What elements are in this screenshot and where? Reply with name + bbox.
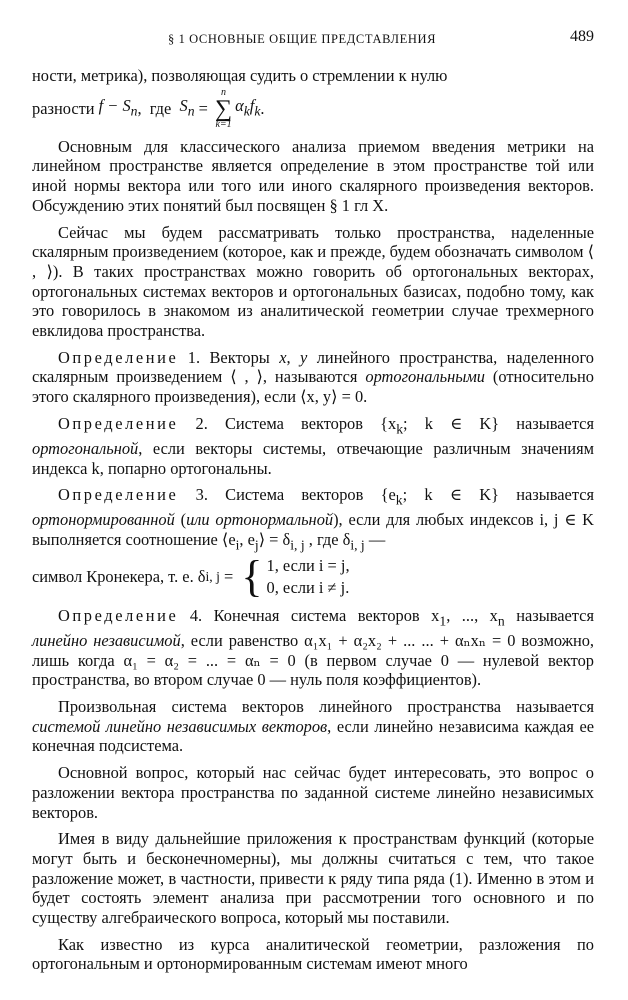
- paragraph-main-question: Основной вопрос, который нас сейчас будет интересовать, это вопрос о разложении вектора пространства по заданной системе линейно независимых векторов.: [32, 763, 594, 822]
- term-orthonormal-alt: или ортонормальной: [186, 510, 334, 530]
- difference-expr: $f - S_n$: [98, 96, 138, 119]
- page-header: [0, 24, 628, 52]
- case-equal: 1, если i = j,: [266, 555, 350, 575]
- page-body: [32, 66, 594, 974]
- definition-1: Определение 1. Векторы x, y линейного пространства, наделенного скалярным произведением ⟨ , ⟩, называются ортогональными (относительно этого скалярного произведения), если ⟨x, y⟩ = 0.: [32, 347, 594, 407]
- sum-term: $\alpha_kf_k$: [235, 96, 261, 119]
- term-orthonormal: ортонормированной: [32, 510, 175, 530]
- term-linearly-independent: линейно независимой: [32, 630, 181, 650]
- term-orthogonal: ортогональными: [365, 367, 485, 387]
- paragraph-metric: Основным для классического анализа приемом введения метрики на линейном пространстве является определение в этом пространстве той или иной нормы вектора или того или иного скалярного произведения векторов. Обсуждению этих понятий был посвящен § 1 гл X.: [32, 136, 594, 215]
- definition-label: Определение: [58, 347, 179, 367]
- definition-2: Определение 2. Система векторов {$x_k$; k ∈ K} называется ортогональной, если векторы системы, отвечающие различным значениям индекса k, попарно ортогональны.: [32, 413, 594, 478]
- definition-4: Определение 4. Конечная система векторов $x_1$, ..., $x_n$ называется линейно независимой, если равенство α₁x₁ + α₂x₂ + ... ... + αₙxₙ = 0 возможно, лишь когда α₁ = α₂ = ... = αₙ = 0 (в первом случае 0 — нулевой вектор пространства, во втором случае 0 — нуль поля коэффициентов).: [32, 605, 595, 690]
- definition-3: Определение 3. Система векторов {$e_k$; k ∈ K} называется ортонормированной (или ортонормальной), если для любых индексов i, j ∈ K выполняется соотношение $⟨e_i$, $e_j⟩ = \delta_{i, j}$ , где $\delta_{i, j}$ —: [32, 485, 595, 553]
- kronecker-delta: символ Кронекера, т. е. δ i, j = { 1, если i = j, 0, если i ≠ j.: [32, 551, 350, 601]
- paragraph-applications: Имея в виду дальнейшие приложения к пространствам функций (которые могут быть и бесконечномерны), мы должны считаться с тем, что такое разложение может, в частности, привести к ряду типа ряда (1). Именно в этом и будет состоять элемент анализа при рассмотрении того основного и по существу алгебраического вопроса, который мы поставили.: [32, 829, 594, 928]
- term-independent-system: системой линейно независимых векторов: [32, 716, 328, 736]
- partial-sum-line: разности $f - S_n$ , где $S_n$ = n ∑ k=1 $\alpha_kf_k$ .: [32, 86, 265, 130]
- summation-sign: n ∑ k=1: [214, 86, 233, 130]
- definition-label: Определение: [58, 485, 179, 505]
- paragraph-geometry: Как известно из курса аналитической геометрии, разложения по ортогональным и ортонормированным системам имеют много: [32, 934, 594, 974]
- paragraph-scalar-product: Сейчас мы будем рассматривать только пространства, наделенные скалярным произведением (которое, как и прежде, будем обозначать символом ⟨ , ⟩). В таких пространствах можно говорить об ортогональных векторах, ортогональных системах векторов и ортогональных базисах, подобно тому, как это говорилось в знакомом из аналитической геометрии случае трехмерного евклидова пространства.: [32, 222, 594, 341]
- page-number: 489: [570, 28, 594, 45]
- running-title: § 1 ОСНОВНЫЕ ОБЩИЕ ПРЕДСТАВЛЕНИЯ: [168, 32, 437, 46]
- cases-brace: { 1, если i = j, 0, если i ≠ j.: [241, 551, 350, 601]
- definition-label: Определение: [58, 413, 179, 433]
- continuation-line: ности, метрика), позволяющая судить о стремлении к нулю: [32, 66, 448, 85]
- term-orthogonal-system: ортогональной: [32, 438, 139, 458]
- paragraph-arbitrary-system: Произвольная система векторов линейного пространства называется системой линейно независимых векторов, если линейно независима каждая ее конечная подсистема.: [32, 697, 595, 756]
- definition-label: Определение: [58, 605, 179, 625]
- case-not-equal: 0, если i ≠ j.: [266, 577, 350, 597]
